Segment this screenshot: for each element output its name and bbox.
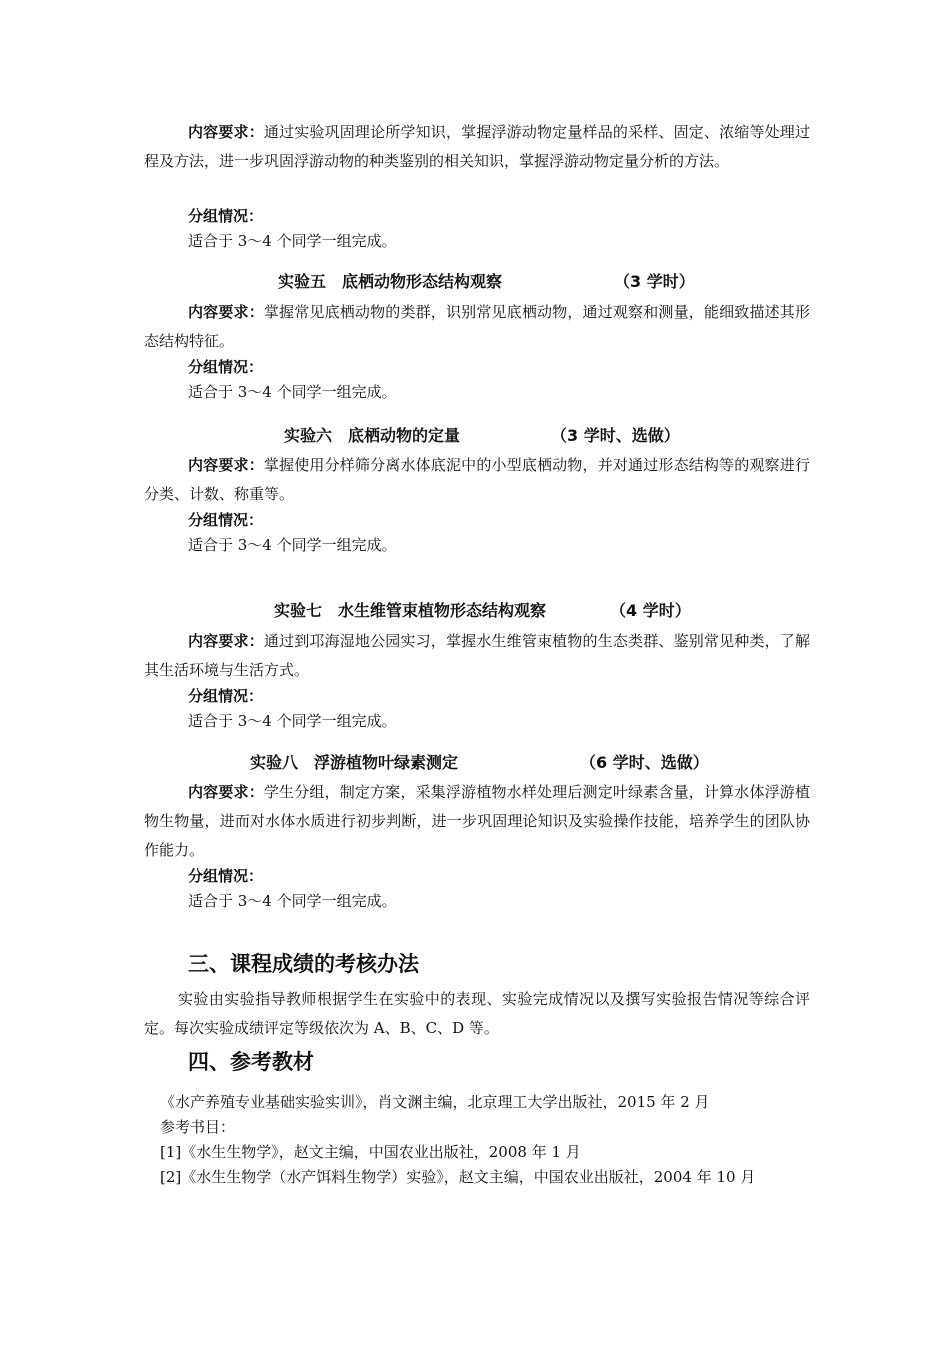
experiment-7-content [144, 627, 810, 685]
experiment-5-content-text: 掌握常见底栖动物的类群，识别常见底栖动物，通过观察和测量，能细致描述其形态结构特征。 [144, 303, 810, 350]
experiment-6-content-text: 掌握使用分样筛分离水体底泥中的小型底栖动物，并对通过形态结构等的观察进行分类、计数、称重等。 [144, 456, 810, 503]
experiment-7-title: 实验七 水生维管束植物形态结构观察 [274, 601, 547, 620]
experiment-5-title: 实验五 底栖动物形态结构观察 [278, 272, 503, 291]
section-4-title: 四、参考教材 [188, 1050, 314, 1074]
experiment-5-group-text: 适合于 3～4 个同学一组完成。 [188, 383, 397, 401]
experiment-6-group-label: 分组情况： [188, 511, 264, 529]
experiment-6-title: 实验六 底栖动物的定量 [284, 426, 461, 445]
content-label: 内容要求： [188, 123, 264, 141]
top-content-text: 通过实验巩固理论所学知识，掌握浮游动物定量样品的采样、固定、浓缩等处理过程及方法，进一步巩固浮游动物的种类鉴别的相关知识，掌握浮游动物定量分析的方法。 [144, 123, 810, 170]
experiment-8-content [144, 778, 810, 865]
reference-item-1: [1]《水生生物学》，赵文主编，中国农业出版社，2008 年 1 月 [160, 1143, 581, 1161]
section-3-title: 三、课程成绩的考核办法 [188, 952, 419, 976]
experiment-6-hours: （3 学时、选做） [551, 426, 680, 445]
content-label: 内容要求： [188, 456, 264, 474]
references-label: 参考书目： [160, 1118, 236, 1136]
content-label: 内容要求： [188, 783, 264, 801]
experiment-5-group-label: 分组情况： [188, 358, 264, 376]
section-3-paragraph: 实验由实验指导教师根据学生在实验中的表现、实验完成情况以及撰写实验报告情况等综合评定。每次实验成绩评定等级依次为 A、B、C、D 等。 [144, 990, 810, 1037]
textbook-entry: 《水产养殖专业基础实验实训》，肖文渊主编，北京理工大学出版社，2015 年 2 月 [160, 1093, 710, 1111]
experiment-8-group-label: 分组情况： [188, 867, 264, 885]
experiment-7-content-text: 通过到邛海湿地公园实习，掌握水生维管束植物的生态类群、鉴别常见种类，了解其生活环境与生活方式。 [144, 632, 810, 679]
experiment-6-content [144, 451, 810, 509]
experiment-8-group-text: 适合于 3～4 个同学一组完成。 [188, 892, 397, 910]
top-group-label: 分组情况： [188, 207, 264, 225]
top-group-text: 适合于 3～4 个同学一组完成。 [188, 232, 397, 250]
experiment-5-content [144, 298, 810, 356]
experiment-7-hours: （4 学时） [610, 601, 691, 620]
experiment-8-title: 实验八 浮游植物叶绿素测定 [250, 753, 459, 772]
experiment-8-content-text: 学生分组，制定方案，采集浮游植物水样处理后测定叶绿素含量，计算水体浮游植物生物量，进而对水体水质进行初步判断，进一步巩固理论知识及实验操作技能，培养学生的团队协作能力。 [144, 783, 810, 859]
experiment-8-hours: （6 学时、选做） [580, 753, 709, 772]
content-label: 内容要求： [188, 303, 264, 321]
content-label: 内容要求： [188, 632, 264, 650]
reference-item-2: [2]《水生生物学（水产饵料生物学）实验》，赵文主编，中国农业出版社，2004 年 10 月 [160, 1168, 756, 1186]
experiment-7-group-text: 适合于 3～4 个同学一组完成。 [188, 712, 397, 730]
experiment-6-group-text: 适合于 3～4 个同学一组完成。 [188, 536, 397, 554]
experiment-5-hours: （3 学时） [614, 272, 695, 291]
top-content-paragraph [144, 118, 810, 176]
experiment-7-group-label: 分组情况： [188, 687, 264, 705]
